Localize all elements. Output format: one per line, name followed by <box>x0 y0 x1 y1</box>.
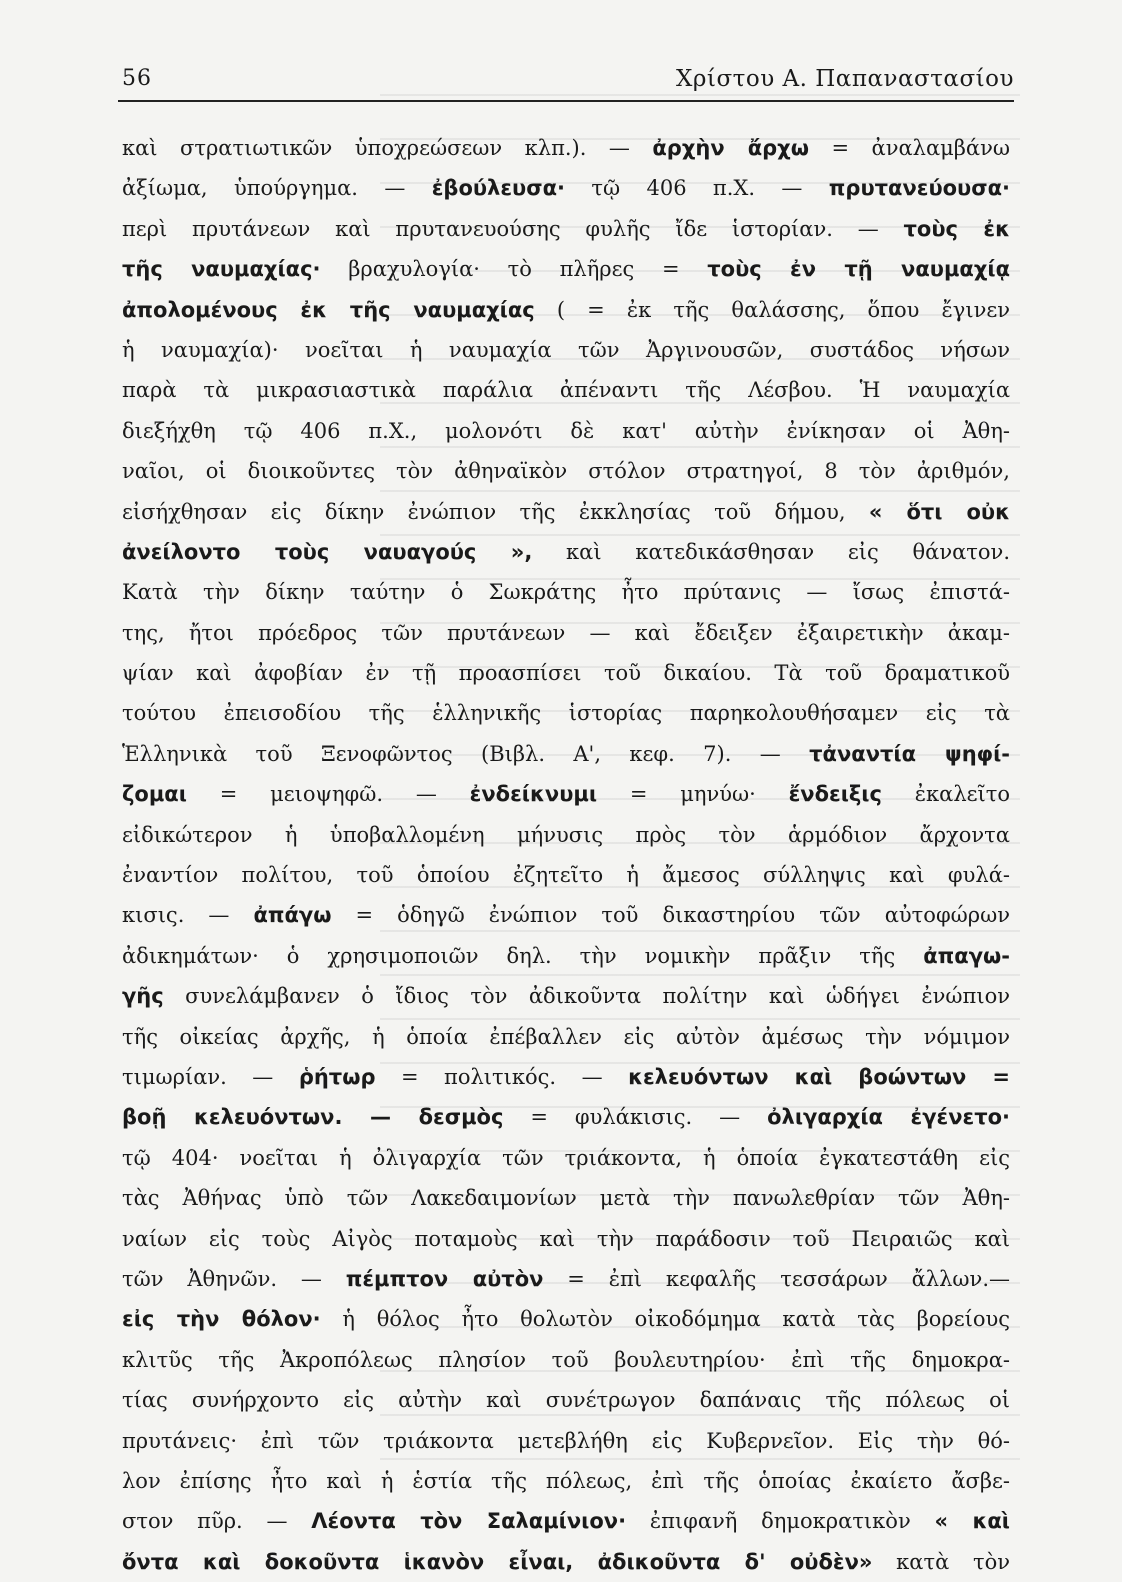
text-line <box>122 411 1010 451</box>
text-line <box>122 168 1010 208</box>
text-run: κισις. — <box>122 903 254 928</box>
header-rule <box>118 100 1014 102</box>
text-run: εἰσήχθησαν εἰς δίκην ἐνώπιον τῆς ἐκκλησίας τοῦ δήμου, <box>122 499 869 524</box>
bold-lemma: ῥήτωρ <box>298 1064 376 1089</box>
text-run: καὶ στρατιωτικῶν ὑποχρεώσεων κλπ.). — <box>122 136 653 160</box>
text-run: τίας συνήρχοντο εἰς αὐτὴν καὶ συνέτρωγον δαπάναις τῆς πόλεως οἱ <box>122 1388 1010 1413</box>
text-line <box>122 1178 1010 1218</box>
text-run: = μειοψηφῶ. — <box>186 782 470 807</box>
text-line <box>122 1542 1010 1582</box>
text-run: = ἀναλαμβάνω <box>808 136 1010 160</box>
text-line <box>122 613 1010 653</box>
text-line <box>122 1097 1010 1137</box>
text-line <box>122 532 1010 572</box>
text-line <box>122 1299 1010 1339</box>
text-run: συνελάμβανεν ὁ ἴδιος τὸν ἀδικοῦντα πολίτην καὶ ὡδήγει ἐνώπιον <box>163 984 1010 1009</box>
text-line <box>122 895 1010 935</box>
bold-lemma: ἀπάγω <box>253 903 332 928</box>
text-run: ( = ἐκ τῆς θαλάσσης, ὅπου ἔγινεν <box>534 297 1010 322</box>
text-line <box>122 128 1010 168</box>
text-run: τῶν Ἀθηνῶν. — <box>122 1266 346 1291</box>
text-run: Κατὰ τὴν δίκην ταύτην ὁ Σωκράτης ἦτο πρύτανις — ἴσως ἐπιστά- <box>122 580 1010 605</box>
text-line <box>122 1340 1010 1380</box>
text-line <box>122 330 1010 370</box>
bold-lemma: ὀλιγαρχία ἐγένετο· <box>767 1105 1010 1130</box>
bold-lemma: κελευόντων καὶ βοώντων = <box>628 1064 1010 1089</box>
text-line <box>122 1501 1010 1541</box>
text-run: λον ἐπίσης ἦτο καὶ ἡ ἑστία τῆς πόλεως, ἐπὶ τῆς ὁποίας ἐκαίετο ἄσβε- <box>122 1468 1010 1493</box>
bold-lemma: ἀπολομένους ἐκ τῆς ναυμαχίας <box>122 297 535 322</box>
bold-lemma: τῆς ναυμαχίας· <box>122 257 321 282</box>
bold-lemma: τοὺς ἐκ <box>903 216 1010 241</box>
bold-lemma: ὄντα καὶ δοκοῦντα ἱκανὸν εἶναι, ἀδικοῦντα δ' οὐδὲν» <box>122 1549 873 1574</box>
bold-lemma: ἔνδειξις <box>788 782 882 807</box>
text-run: = μηνύω· <box>597 782 789 807</box>
bold-lemma: πέμπτον αὐτὸν <box>345 1266 544 1291</box>
text-line <box>122 734 1010 774</box>
page-header <box>118 64 1014 100</box>
text-run: περὶ πρυτάνεων καὶ πρυτανευούσης φυλῆς ἴδε ἱστορίαν. — <box>122 216 904 241</box>
text-line <box>122 1421 1010 1461</box>
text-line <box>122 693 1010 733</box>
text-line <box>122 653 1010 693</box>
bold-lemma: « ὅτι οὐκ <box>868 499 1010 524</box>
text-line <box>122 976 1010 1016</box>
text-run: τούτου ἐπεισοδίου τῆς ἑλληνικῆς ἱστορίας παρηκολουθήσαμεν εἰς τὰ <box>122 701 1010 726</box>
text-line <box>122 209 1010 249</box>
text-line <box>122 451 1010 491</box>
text-line <box>122 855 1010 895</box>
text-run: ἀδικημάτων· ὁ χρησιμοποιῶν δηλ. τὴν νομικὴν πρᾶξιν τῆς <box>122 943 924 968</box>
text-line <box>122 1259 1010 1299</box>
text-line <box>122 1461 1010 1501</box>
text-run: ψίαν καὶ ἀφοβίαν ἐν τῇ προασπίσει τοῦ δικαίου. Τὰ τοῦ δραματικοῦ <box>122 661 1010 686</box>
bold-lemma: ἀπαγω- <box>923 943 1010 968</box>
text-run: πρυτάνεις· ἐπὶ τῶν τριάκοντα μετεβλήθη εἰς Κυβερνεῖον. Εἰς τὴν θό- <box>122 1428 1010 1453</box>
text-line <box>122 249 1010 289</box>
text-run: = φυλάκισις. — <box>503 1105 768 1130</box>
text-run: της, ἤτοι πρόεδρος τῶν πρυτάνεων — καὶ ἔδειξεν ἐξαιρετικὴν ἀκαμ- <box>122 620 1010 645</box>
text-run: εἰδικώτερον ἡ ὑποβαλλομένη μήνυσις πρὸς τὸν ἁρμόδιον ἄρχοντα <box>122 822 1010 847</box>
text-line <box>122 572 1010 612</box>
text-run: στον πῦρ. — <box>122 1509 312 1534</box>
page-number: 56 <box>122 66 152 91</box>
text-line <box>122 370 1010 410</box>
text-run: τῷ 406 π.Χ. — <box>564 176 829 201</box>
text-run: κλιτῦς τῆς Ἀκροπόλεως πλησίον τοῦ βουλευτηρίου· ἐπὶ τῆς δημοκρα- <box>122 1347 1010 1372</box>
text-run: Ἑλληνικὰ τοῦ Ξενοφῶντος (Βιβλ. Α', κεφ. 7). — <box>122 741 810 766</box>
bold-lemma: γῆς <box>122 984 164 1009</box>
text-line <box>122 1219 1010 1259</box>
text-run: ἐκαλεῖτο <box>881 782 1010 807</box>
bold-lemma: βοῇ κελευόντων. — δεσμὸς <box>122 1105 504 1130</box>
text-run: καὶ κατεδικάσθησαν εἰς θάνατον. <box>532 539 1010 564</box>
text-line <box>122 492 1010 532</box>
text-run: βραχυλογία· τὸ πλῆρες = <box>320 257 708 282</box>
bold-lemma: ἀνείλοντο τοὺς ναυαγούς », <box>122 539 533 564</box>
text-run: ἀξίωμα, ὑπούργημα. — <box>122 176 432 201</box>
text-run: = ὁδηγῶ ἐνώπιον τοῦ δικαστηρίου τῶν αὐτοφώρων <box>331 903 1010 928</box>
bold-lemma: εἰς τὴν θόλον· <box>122 1307 321 1332</box>
text-line <box>122 290 1010 330</box>
text-run: παρὰ τὰ μικρασιαστικὰ παράλια ἀπέναντι τῆς Λέσβου. Ἡ ναυμαχία <box>122 378 1010 403</box>
bold-lemma: ἐβούλευσα· <box>431 176 565 201</box>
text-run: διεξήχθη τῷ 406 π.Χ., μολονότι δὲ κατ' αὐτὴν ἐνίκησαν οἱ Ἀθη- <box>122 418 1010 443</box>
text-run: ἡ θόλος ἦτο θολωτὸν οἰκοδόμημα κατὰ τὰς βορείους <box>320 1307 1010 1332</box>
text-run: κατὰ τὸν <box>872 1549 1010 1574</box>
text-run: ναῖοι, οἱ διοικοῦντες τὸν ἀθηναϊκὸν στόλον στρατηγοί, 8 τὸν ἀριθμόν, <box>122 459 1010 484</box>
body-text <box>122 128 1010 1582</box>
text-run: τῆς οἰκείας ἀρχῆς, ἡ ὁποία ἐπέβαλλεν εἰς αὐτὸν ἀμέσως τὴν νόμιμον <box>122 1024 1010 1049</box>
text-run: τὰς Ἀθήνας ὑπὸ τῶν Λακεδαιμονίων μετὰ τὴν πανωλεθρίαν τῶν Ἀθη- <box>122 1186 1010 1211</box>
bold-lemma: τοὺς ἐν τῇ ναυμαχίᾳ <box>707 257 1010 282</box>
text-line <box>122 774 1010 814</box>
text-line <box>122 936 1010 976</box>
bold-lemma: ἐνδείκνυμι <box>469 782 598 807</box>
text-run: ἐπιφανῆ δημοκρατικὸν <box>626 1509 935 1534</box>
text-line <box>122 1017 1010 1057</box>
bold-lemma: ζομαι <box>122 782 187 807</box>
text-run: ναίων εἰς τοὺς Αἰγὸς ποταμοὺς καὶ τὴν παράδοσιν τοῦ Πειραιῶς καὶ <box>122 1226 1010 1251</box>
running-head: Χρίστου Α. Παπαναστασίου <box>676 66 1014 92</box>
text-line <box>122 1380 1010 1420</box>
text-line <box>122 815 1010 855</box>
bold-lemma: τἀναντία ψηφί- <box>809 741 1010 766</box>
text-line <box>122 1057 1010 1097</box>
text-run: = ἐπὶ κεφαλῆς τεσσάρων ἄλλων.— <box>543 1266 1010 1291</box>
text-run: ἐναντίον πολίτου, τοῦ ὁποίου ἐζητεῖτο ἡ ἄμεσος σύλληψις καὶ φυλά- <box>122 863 1010 888</box>
text-run: τῷ 404· νοεῖται ἡ ὀλιγαρχία τῶν τριάκοντα, ἡ ὁποία ἐγκατεστάθη εἰς <box>122 1145 1010 1170</box>
text-run: τιμωρίαν. — <box>122 1064 299 1089</box>
bold-lemma: πρυτανεύουσα· <box>828 176 1010 201</box>
bold-lemma: « καὶ <box>934 1509 1010 1534</box>
text-line <box>122 1138 1010 1178</box>
bold-lemma: Λέοντα τὸν Σαλαμίνιον· <box>311 1509 627 1534</box>
bold-lemma: ἀρχὴν ἄρχω <box>652 136 809 160</box>
text-run: ἡ ναυμαχία)· νοεῖται ἡ ναυμαχία τῶν Ἀργινουσῶν, συστάδος νήσων <box>122 337 1010 362</box>
text-run: = πολιτικός. — <box>375 1064 629 1089</box>
